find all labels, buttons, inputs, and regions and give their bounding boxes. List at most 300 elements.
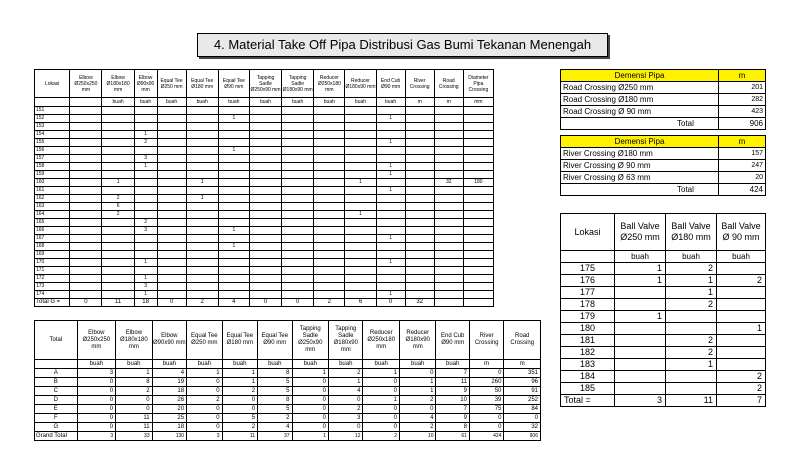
unit-cell: buah: [282, 98, 314, 107]
table-cell: [717, 335, 766, 347]
table-cell: [70, 147, 102, 155]
table-cell: [249, 171, 281, 179]
col-header: Reducer Ø180x90 mm: [345, 70, 376, 98]
table-row: [35, 423, 541, 432]
col-header: Total: [35, 321, 78, 360]
table-cell: [463, 291, 493, 299]
total-value: 906: [719, 118, 766, 130]
total-cell: 130: [152, 432, 186, 441]
unit-cell: buah: [102, 98, 134, 107]
table-cell: 1: [345, 211, 376, 219]
table-cell: 2: [399, 396, 436, 405]
river-crossing-table: [560, 135, 766, 196]
table-cell: [314, 187, 345, 195]
table-cell: 0: [77, 387, 116, 396]
table-cell: [434, 235, 463, 243]
table-cell: [186, 267, 218, 275]
table-cell: [70, 195, 102, 203]
table-cell: [70, 251, 102, 259]
table-row: [561, 275, 766, 287]
table-cell: 32: [434, 179, 463, 187]
col-header: Elbow Ø180x180 mm: [116, 321, 153, 360]
table-cell: 1: [134, 163, 157, 171]
unit-cell: m: [469, 360, 503, 369]
table-cell: 0: [292, 396, 329, 405]
table-cell: [314, 243, 345, 251]
table-cell: [157, 251, 186, 259]
unit-cell: buah: [363, 360, 400, 369]
unit-cell: buah: [329, 360, 363, 369]
total-cell: 4: [218, 299, 249, 307]
table-cell: [249, 235, 281, 243]
table-cell: 7: [436, 369, 469, 378]
table-cell: [157, 291, 186, 299]
table-cell: 0: [77, 396, 116, 405]
table-cell: [345, 131, 376, 139]
total-cell: 0: [282, 299, 314, 307]
location-cell: 173: [35, 283, 70, 291]
table-cell: [102, 155, 134, 163]
table-cell: [186, 171, 218, 179]
col-header: Equal Tee Ø250 mm: [187, 321, 222, 360]
table-cell: 0: [363, 387, 400, 396]
table-cell: [376, 267, 405, 275]
table-cell: [434, 163, 463, 171]
table-cell: [249, 131, 281, 139]
table-cell: [249, 283, 281, 291]
table-cell: [218, 251, 249, 259]
table-cell: [186, 203, 218, 211]
table-cell: 91: [504, 387, 541, 396]
table-cell: [70, 163, 102, 171]
table-cell: [282, 203, 314, 211]
table-row: [35, 147, 494, 155]
col-header: Elbow Ø90x90 mm: [134, 70, 157, 98]
table-cell: [405, 291, 434, 299]
table-cell: [434, 107, 463, 115]
table-cell: [157, 227, 186, 235]
table-cell: [186, 251, 218, 259]
table-cell: [345, 139, 376, 147]
table-cell: [157, 139, 186, 147]
table-cell: 9: [436, 414, 469, 423]
table-cell: [345, 107, 376, 115]
table-cell: [157, 155, 186, 163]
total-label: Total: [561, 184, 719, 196]
grand-total-row: [35, 432, 541, 441]
table-cell: [249, 219, 281, 227]
table-cell: [218, 211, 249, 219]
table-cell: 0: [292, 378, 329, 387]
table-cell: [102, 291, 134, 299]
location-cell: 162: [35, 195, 70, 203]
table-cell: 1: [666, 287, 717, 299]
col-header: Reducer Ø250x180 mm: [363, 321, 400, 360]
table-cell: [405, 147, 434, 155]
table-row: [35, 405, 541, 414]
table-cell: [405, 235, 434, 243]
table-cell: [70, 219, 102, 227]
table-cell: [463, 227, 493, 235]
table-cell: [157, 123, 186, 131]
table-cell: 96: [504, 378, 541, 387]
table-cell: [463, 155, 493, 163]
dimension-label: River Crossing Ø 63 mm: [561, 172, 719, 184]
total-cell: 2: [186, 299, 218, 307]
table-cell: [463, 131, 493, 139]
length-value: 282: [719, 94, 766, 106]
unit-cell: buah: [376, 98, 405, 107]
table-cell: [345, 291, 376, 299]
section-cell: D: [35, 396, 78, 405]
table-cell: [282, 147, 314, 155]
table-cell: 0: [504, 414, 541, 423]
table-cell: [218, 139, 249, 147]
unit-cell: m: [405, 98, 434, 107]
table-cell: [463, 251, 493, 259]
table-cell: [615, 287, 666, 299]
table-cell: [314, 251, 345, 259]
table-cell: [314, 115, 345, 123]
table-cell: [434, 139, 463, 147]
location-cell: 152: [35, 115, 70, 123]
table-cell: [186, 147, 218, 155]
total-cell: 10: [399, 432, 436, 441]
location-cell: 182: [561, 347, 615, 359]
dimension-header: Demensi Pipa: [561, 136, 719, 148]
table-cell: [314, 235, 345, 243]
table-cell: [717, 311, 766, 323]
table-row: [35, 259, 494, 267]
table-cell: [434, 267, 463, 275]
col-header: Ball Valve Ø180 mm: [666, 214, 717, 251]
table-row: [561, 299, 766, 311]
total-cell: 2: [363, 432, 400, 441]
table-cell: [463, 203, 493, 211]
table-cell: [134, 251, 157, 259]
table-cell: [463, 259, 493, 267]
table-cell: [218, 171, 249, 179]
unit-cell: buah: [615, 251, 666, 263]
table-cell: [218, 235, 249, 243]
table-row: [35, 203, 494, 211]
table-cell: [345, 259, 376, 267]
total-cell: 3: [615, 395, 666, 407]
table-row: [35, 251, 494, 259]
table-cell: 0: [292, 423, 329, 432]
table-cell: 1: [376, 139, 405, 147]
table-cell: [134, 267, 157, 275]
unit-cell: buah: [249, 98, 281, 107]
table-cell: [463, 115, 493, 123]
table-cell: 1: [376, 259, 405, 267]
total-cell: 11: [666, 395, 717, 407]
table-row: [561, 359, 766, 371]
total-cell: 7: [717, 395, 766, 407]
table-cell: [218, 275, 249, 283]
table-cell: [70, 235, 102, 243]
units-row: [35, 98, 494, 107]
unit-cell: buah: [292, 360, 329, 369]
table-cell: 2: [187, 396, 222, 405]
table-cell: [314, 107, 345, 115]
table-cell: 0: [469, 414, 503, 423]
table-cell: [405, 275, 434, 283]
table-cell: [314, 171, 345, 179]
table-cell: [134, 187, 157, 195]
table-cell: 1: [134, 259, 157, 267]
table-cell: 0: [469, 423, 503, 432]
section-cell: F: [35, 414, 78, 423]
unit-cell: buah: [666, 251, 717, 263]
table-cell: [157, 203, 186, 211]
section-cell: B: [35, 378, 78, 387]
table-cell: [157, 267, 186, 275]
table-cell: 252: [504, 396, 541, 405]
table-cell: [134, 179, 157, 187]
table-cell: [157, 275, 186, 283]
table-cell: [345, 219, 376, 227]
table-cell: 0: [329, 396, 363, 405]
table-cell: [463, 147, 493, 155]
table-cell: 1: [376, 171, 405, 179]
table-cell: [463, 163, 493, 171]
table-cell: [157, 107, 186, 115]
table-cell: [218, 163, 249, 171]
table-cell: [157, 235, 186, 243]
col-header: Tapping Sadle Ø250x90 mm: [292, 321, 329, 360]
table-cell: [282, 187, 314, 195]
table-cell: [102, 187, 134, 195]
col-header: Ball Valve Ø250 mm: [615, 214, 666, 251]
table-cell: [434, 251, 463, 259]
table-cell: 5: [258, 378, 292, 387]
table-cell: 11: [116, 414, 153, 423]
table-cell: [405, 259, 434, 267]
table-cell: 18: [152, 423, 186, 432]
total-label: Total =: [561, 395, 615, 407]
table-cell: 0: [116, 396, 153, 405]
table-cell: [102, 275, 134, 283]
location-cell: 168: [35, 243, 70, 251]
table-cell: [186, 211, 218, 219]
table-cell: 1: [376, 163, 405, 171]
table-cell: [157, 131, 186, 139]
location-cell: 177: [561, 287, 615, 299]
table-row: [35, 163, 494, 171]
table-cell: [314, 219, 345, 227]
table-cell: [345, 235, 376, 243]
table-cell: [282, 195, 314, 203]
location-cell: 180: [561, 323, 615, 335]
table-cell: 1: [222, 378, 257, 387]
table-cell: [376, 243, 405, 251]
table-cell: [249, 251, 281, 259]
table-row: [561, 106, 766, 118]
table-cell: 2: [717, 371, 766, 383]
unit-cell: [35, 360, 78, 369]
table-cell: 0: [187, 423, 222, 432]
location-cell: 167: [35, 235, 70, 243]
table-cell: 3: [134, 155, 157, 163]
table-cell: [405, 179, 434, 187]
table-row: [561, 148, 766, 160]
unit-cell: buah: [186, 98, 218, 107]
section-cell: G: [35, 423, 78, 432]
location-cell: 164: [35, 211, 70, 219]
table-cell: 2: [329, 405, 363, 414]
table-cell: [463, 195, 493, 203]
col-header: Equal Tee Ø180 mm: [222, 321, 257, 360]
table-cell: [186, 155, 218, 163]
table-cell: [405, 267, 434, 275]
table-cell: [134, 115, 157, 123]
table-cell: [218, 203, 249, 211]
total-cell: 424: [469, 432, 503, 441]
table-cell: [314, 163, 345, 171]
col-header: Equal Tee Ø180 mm: [186, 70, 218, 98]
total-cell: 18: [134, 299, 157, 307]
table-cell: [345, 275, 376, 283]
table-cell: [186, 139, 218, 147]
table-cell: [218, 219, 249, 227]
table-cell: 84: [504, 405, 541, 414]
unit-cell: buah: [152, 360, 186, 369]
total-row: [561, 118, 766, 130]
table-cell: [345, 163, 376, 171]
table-cell: [157, 163, 186, 171]
table-cell: [70, 187, 102, 195]
col-header: Road Crossing: [504, 321, 541, 360]
table-cell: [376, 275, 405, 283]
length-value: 423: [719, 106, 766, 118]
table-cell: 4: [399, 414, 436, 423]
table-cell: [405, 187, 434, 195]
dimension-label: Road Crossing Ø 90 mm: [561, 106, 719, 118]
table-cell: [376, 147, 405, 155]
length-value: 20: [719, 172, 766, 184]
table-cell: 3: [134, 283, 157, 291]
table-cell: [186, 187, 218, 195]
table-cell: 2: [116, 387, 153, 396]
table-cell: [717, 287, 766, 299]
table-cell: [102, 283, 134, 291]
table-cell: 2: [258, 414, 292, 423]
table-cell: 0: [469, 369, 503, 378]
table-cell: 26: [152, 396, 186, 405]
table-cell: [345, 283, 376, 291]
table-cell: [345, 147, 376, 155]
location-cell: 159: [35, 171, 70, 179]
location-cell: 178: [561, 299, 615, 311]
table-cell: [405, 251, 434, 259]
dimension-header-row: [561, 70, 766, 82]
table-cell: 1: [218, 115, 249, 123]
table-cell: 1: [615, 275, 666, 287]
table-cell: [345, 227, 376, 235]
unit-cell: buah: [314, 98, 345, 107]
table-cell: 3: [329, 414, 363, 423]
unit-cell: buah: [717, 251, 766, 263]
total-cell: 1: [292, 432, 329, 441]
table-cell: [717, 263, 766, 275]
table-cell: [249, 203, 281, 211]
table-cell: [102, 267, 134, 275]
table-cell: [615, 323, 666, 335]
table-cell: [186, 283, 218, 291]
table-cell: [218, 259, 249, 267]
table-cell: [282, 235, 314, 243]
table-cell: 0: [222, 396, 257, 405]
table-row: [35, 243, 494, 251]
table-cell: 1: [399, 378, 436, 387]
length-value: 157: [719, 148, 766, 160]
table-cell: 8: [436, 423, 469, 432]
table-row: [35, 414, 541, 423]
table-cell: 2: [222, 387, 257, 396]
table-cell: 2: [666, 263, 717, 275]
total-row: [561, 184, 766, 196]
table-row: [561, 383, 766, 395]
table-cell: [463, 267, 493, 275]
table-cell: 0: [77, 405, 116, 414]
table-cell: [717, 299, 766, 311]
table-cell: [376, 219, 405, 227]
col-header: Reducer Ø250x180 mm: [314, 70, 345, 98]
table-cell: [434, 123, 463, 131]
table-cell: [70, 123, 102, 131]
table-cell: [463, 211, 493, 219]
table-cell: 1: [186, 195, 218, 203]
table-cell: [434, 115, 463, 123]
table-cell: [405, 219, 434, 227]
table-cell: 8: [116, 378, 153, 387]
col-header: Reducer Ø180x90 mm: [399, 321, 436, 360]
table-cell: [249, 211, 281, 219]
table-cell: 1: [615, 311, 666, 323]
table-cell: [282, 259, 314, 267]
table-cell: [434, 171, 463, 179]
table-row: [561, 311, 766, 323]
table-cell: [376, 155, 405, 163]
table-cell: 2: [399, 423, 436, 432]
table-cell: [345, 123, 376, 131]
section-cell: C: [35, 387, 78, 396]
table-cell: [102, 163, 134, 171]
table-cell: 2: [329, 369, 363, 378]
table-cell: [345, 187, 376, 195]
table-cell: 0: [363, 405, 400, 414]
total-cell: 2: [314, 299, 345, 307]
table-cell: [70, 179, 102, 187]
table-cell: [434, 259, 463, 267]
mto-summary-table: [34, 320, 541, 441]
table-cell: [70, 107, 102, 115]
table-row: [35, 291, 494, 299]
table-cell: [249, 107, 281, 115]
table-cell: [314, 131, 345, 139]
table-cell: 1: [666, 275, 717, 287]
table-cell: [249, 155, 281, 163]
table-cell: 0: [329, 423, 363, 432]
length-value: 247: [719, 160, 766, 172]
table-cell: [405, 123, 434, 131]
location-cell: 185: [561, 383, 615, 395]
table-cell: 2: [222, 423, 257, 432]
col-header: Tapping Sadle Ø180x90 mm: [329, 321, 363, 360]
table-cell: 2: [717, 275, 766, 287]
table-cell: [615, 383, 666, 395]
